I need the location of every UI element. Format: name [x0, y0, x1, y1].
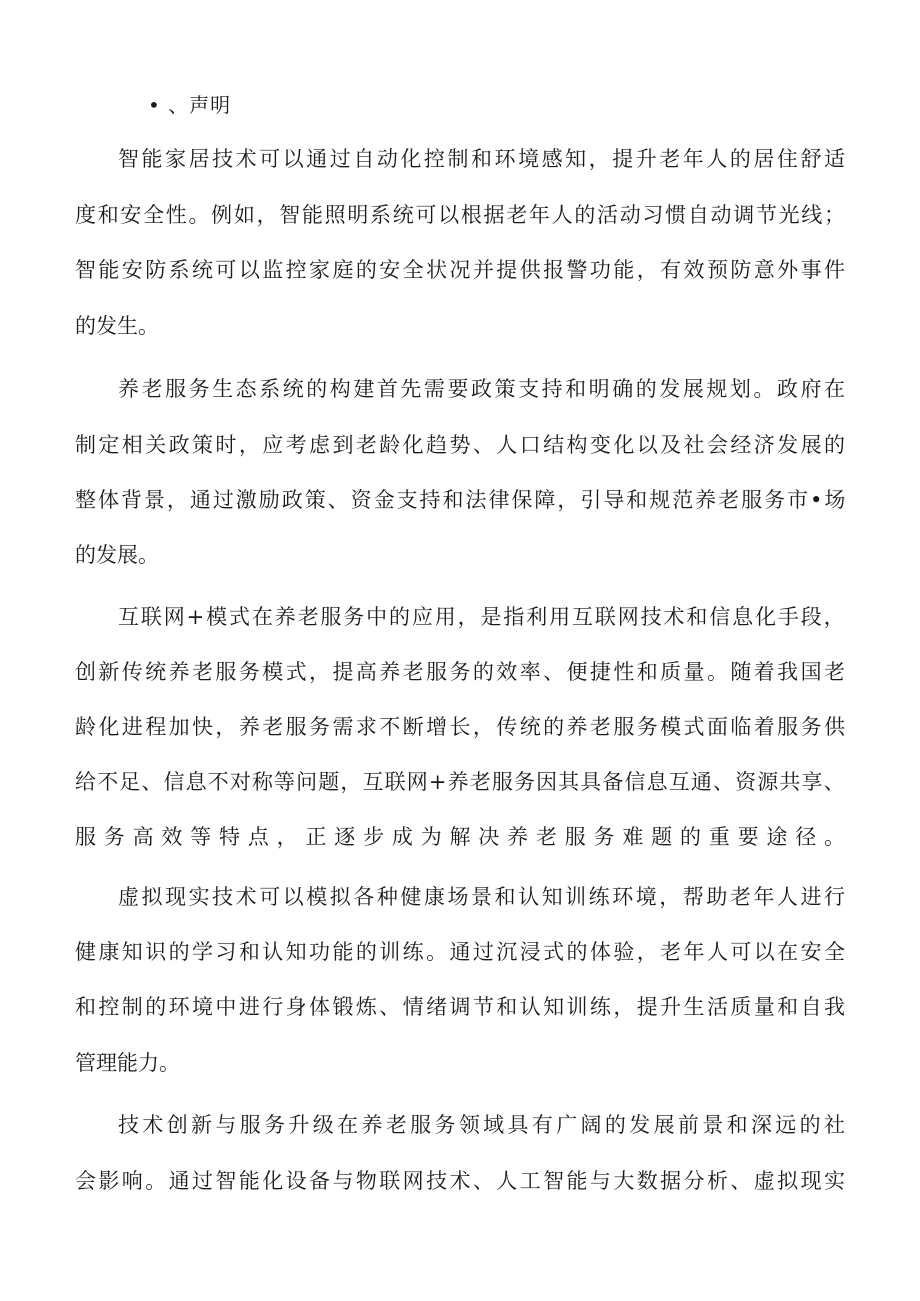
paragraph-4-line-4: 管理能力。	[75, 1051, 180, 1075]
paragraph-2-line-1: 养老服务生态系统的构建首先需要政策支持和明确的发展规划。政府在	[118, 377, 848, 401]
paragraph-5-line-2: 会影响。通过智能化设备与物联网技术、人工智能与大数据分析、虚拟现实	[75, 1169, 848, 1193]
paragraph-1-line-1: 智能家居技术可以通过自动化控制和环境感知，提升老年人的居住舒适	[118, 147, 848, 171]
section-heading: • 、声明	[148, 93, 232, 117]
paragraph-5-line-1: 技术创新与服务升级在养老服务领域具有广阔的发展前景和深远的社	[118, 1113, 849, 1137]
paragraph-4-line-1: 虚拟现实技术可以模拟各种健康场景和认知训练环境，帮助老年人进行	[118, 885, 848, 909]
paragraph-3-line-3: 龄化进程加快，养老服务需求不断增长，传统的养老服务模式面临着服务供	[75, 715, 848, 739]
paragraph-3-line-4: 给不足、信息不对称等问题，互联网+养老服务因其具备信息互通、资源共享、	[75, 770, 846, 794]
paragraph-4-line-3: 和控制的环境中进行身体锻炼、情绪调节和认知训练，提升生活质量和自我	[75, 995, 848, 1019]
paragraph-3-line-5: 服务高效等特点，正逐步成为解决养老服务难题的重要途径。	[75, 825, 853, 849]
paragraph-1-line-3: 智能安防系统可以监控家庭的安全状况并提供报警功能，有效预防意外事件	[75, 258, 848, 282]
paragraph-2-line-4: 的发展。	[75, 543, 159, 567]
paragraph-4-line-2: 健康知识的学习和认知功能的训练。通过沉浸式的体验，老年人可以在安全	[75, 940, 848, 964]
paragraph-3-line-1: 互联网+模式在养老服务中的应用，是指利用互联网技术和信息化手段，	[118, 605, 847, 629]
paragraph-1-line-2: 度和安全性。例如，智能照明系统可以根据老年人的活动习惯自动调节光线；	[75, 203, 847, 227]
paragraph-1-line-4: 的发生。	[75, 314, 159, 338]
paragraph-2-line-2: 制定相关政策时，应考虑到老龄化趋势、人口结构变化以及社会经济发展的	[75, 433, 848, 457]
paragraph-2-line-3: 整体背景，通过激励政策、资金支持和法律保障，引导和规范养老服务市•场	[75, 488, 848, 512]
paragraph-3-line-2: 创新传统养老服务模式，提高养老服务的效率、便捷性和质量。随着我国老	[75, 660, 848, 684]
